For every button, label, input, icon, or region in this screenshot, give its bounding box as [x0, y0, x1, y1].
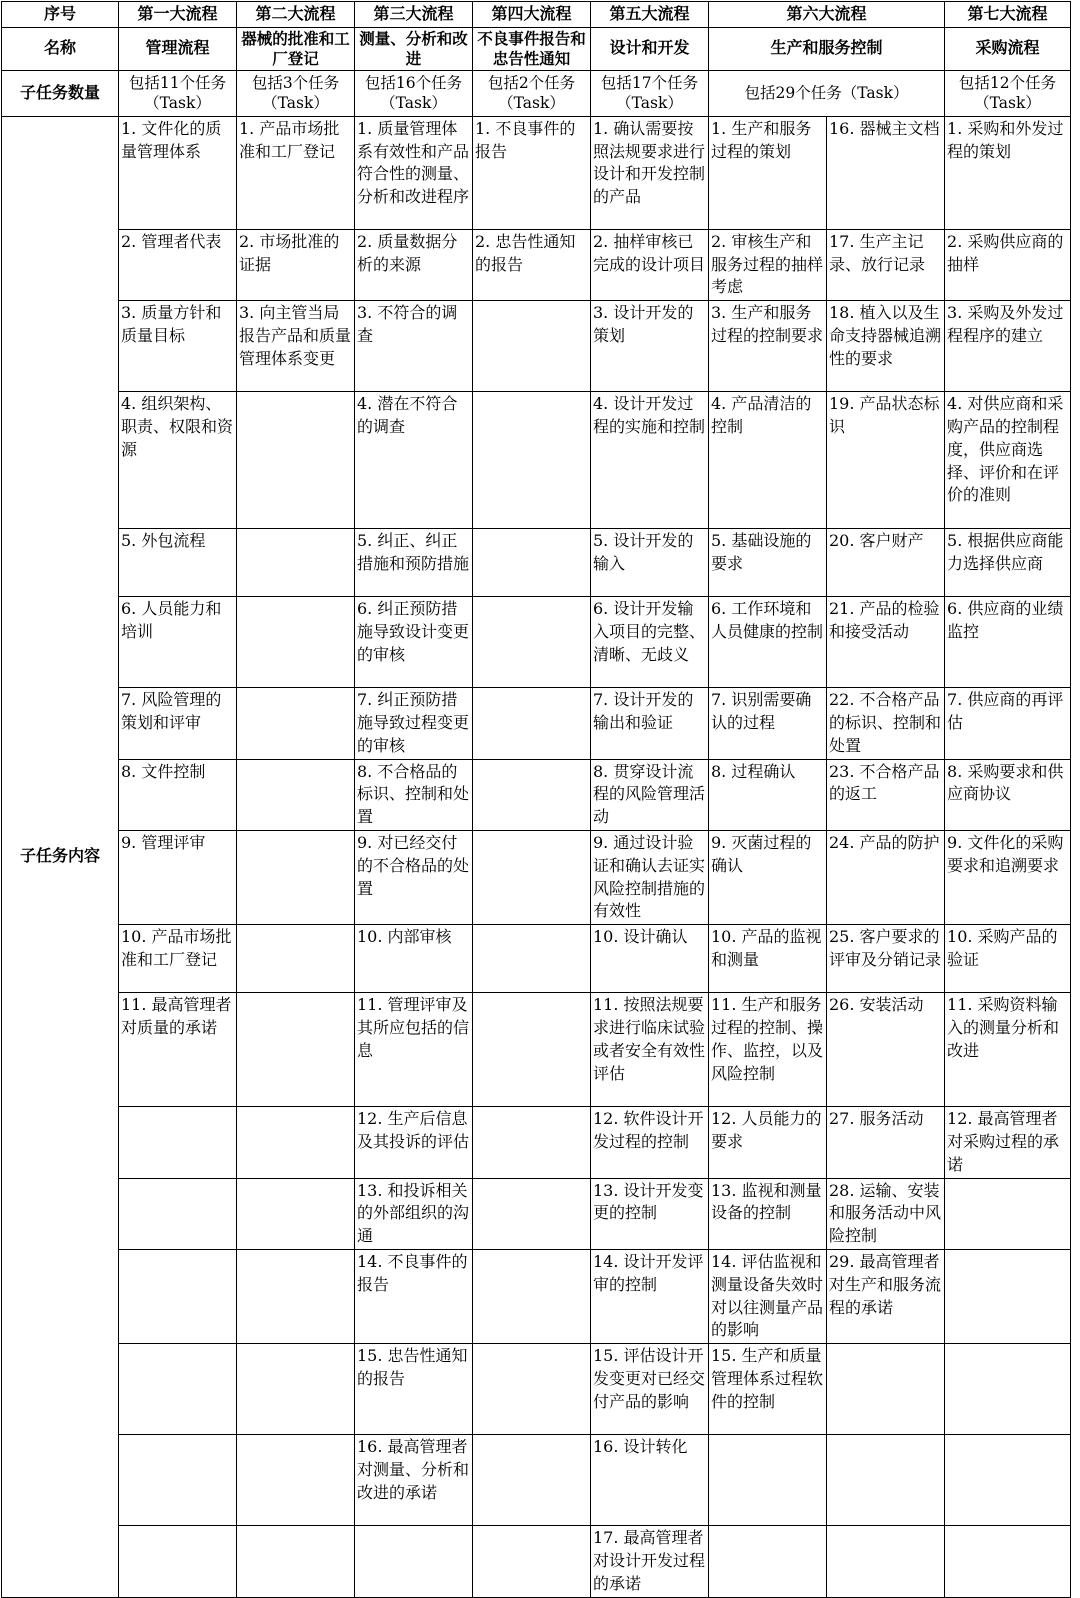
- task-cell: 26. 安装活动: [827, 993, 945, 1107]
- stage-header-6: 第六大流程: [709, 2, 945, 28]
- task-cell: 11. 按照法规要求进行临床试验或者安全有效性评估: [591, 993, 709, 1107]
- task-cell: 6. 供应商的业绩监控: [945, 597, 1071, 688]
- task-cell: 2. 质量数据分析的来源: [355, 229, 473, 300]
- task-cell: [945, 1249, 1071, 1343]
- task-cell: 10. 内部审核: [355, 925, 473, 993]
- process-name-5: 设计和开发: [591, 27, 709, 70]
- task-cell: 2. 市场批准的证据: [237, 229, 355, 300]
- task-cell: [945, 1526, 1071, 1597]
- task-cell: [237, 830, 355, 924]
- task-cell: 5. 设计开发的输入: [591, 529, 709, 597]
- task-cell: 9. 文件化的采购要求和追溯要求: [945, 830, 1071, 924]
- task-cell: 12. 人员能力的要求: [709, 1107, 827, 1178]
- task-cell: 13. 设计开发变更的控制: [591, 1178, 709, 1249]
- table-row: [2, 830, 1071, 924]
- task-count-4: 包括2个任务（Task）: [473, 70, 591, 116]
- table-row: [2, 1344, 1071, 1435]
- task-cell: 15. 生产和质量管理体系过程软件的控制: [709, 1344, 827, 1435]
- task-cell: 24. 产品的防护: [827, 830, 945, 924]
- task-cell: [237, 688, 355, 759]
- task-cell: 11. 采购资料输入的测量分析和改进: [945, 993, 1071, 1107]
- table-row: [2, 993, 1071, 1107]
- table-row: [2, 392, 1071, 529]
- task-cell: 9. 灭菌过程的确认: [709, 830, 827, 924]
- task-cell: [709, 1435, 827, 1526]
- task-cell: [473, 1178, 591, 1249]
- task-cell: 2. 抽样审核已完成的设计项目: [591, 229, 709, 300]
- task-cell: 5. 根据供应商能力选择供应商: [945, 529, 1071, 597]
- task-cell: [827, 1526, 945, 1597]
- task-cell: 1. 采购和外发过程的策划: [945, 116, 1071, 229]
- table-row: [2, 1107, 1071, 1178]
- task-cell: 3. 质量方针和质量目标: [119, 301, 237, 392]
- task-cell: [473, 1249, 591, 1343]
- task-cell: 1. 文件化的质量管理体系: [119, 116, 237, 229]
- task-cell: 4. 对供应商和采购产品的控制程度，供应商选择、评价和在评价的准则: [945, 392, 1071, 529]
- task-cell: [473, 1526, 591, 1597]
- task-cell: [709, 1526, 827, 1597]
- task-cell: 11. 最高管理者对质量的承诺: [119, 993, 237, 1107]
- count-row-label: 子任务数量: [2, 70, 119, 116]
- task-cell: [473, 759, 591, 830]
- table-row: [2, 229, 1071, 300]
- task-cell: 12. 生产后信息及其投诉的评估: [355, 1107, 473, 1178]
- task-cell: 2. 采购供应商的抽样: [945, 229, 1071, 300]
- header-row: [2, 2, 1071, 28]
- task-cell: [473, 529, 591, 597]
- task-cell: 8. 贯穿设计流程的风险管理活动: [591, 759, 709, 830]
- task-cell: 17. 生产主记录、放行记录: [827, 229, 945, 300]
- task-cell: [473, 1107, 591, 1178]
- seq-header-cell: 序号: [2, 2, 119, 28]
- table-row: [2, 759, 1071, 830]
- task-cell: [237, 1107, 355, 1178]
- table-row: [2, 1526, 1071, 1597]
- task-cell: 5. 基础设施的要求: [709, 529, 827, 597]
- table-row: [2, 529, 1071, 597]
- task-cell: [119, 1526, 237, 1597]
- task-cell: 1. 确认需要按照法规要求进行设计和开发控制的产品: [591, 116, 709, 229]
- task-cell: 7. 风险管理的策划和评审: [119, 688, 237, 759]
- task-cell: 10. 设计确认: [591, 925, 709, 993]
- task-count-3: 包括16个任务（Task）: [355, 70, 473, 116]
- task-cell: 21. 产品的检验和接受活动: [827, 597, 945, 688]
- task-cell: 6. 纠正预防措施导致设计变更的审核: [355, 597, 473, 688]
- name-row: [2, 27, 1071, 70]
- task-cell: 8. 过程确认: [709, 759, 827, 830]
- task-cell: [119, 1344, 237, 1435]
- task-cell: [945, 1435, 1071, 1526]
- task-cell: 15. 评估设计开发变更对已经交付产品的影响: [591, 1344, 709, 1435]
- count-row: [2, 70, 1071, 116]
- task-cell: 8. 采购要求和供应商协议: [945, 759, 1071, 830]
- task-cell: [237, 529, 355, 597]
- task-cell: [237, 1344, 355, 1435]
- task-cell: 3. 生产和服务过程的控制要求: [709, 301, 827, 392]
- table-row: [2, 1249, 1071, 1343]
- task-cell: [237, 1178, 355, 1249]
- stage-header-7: 第七大流程: [945, 2, 1071, 28]
- process-name-3: 测量、分析和改进: [355, 27, 473, 70]
- table-row: [2, 301, 1071, 392]
- task-cell: 11. 管理评审及其所应包括的信息: [355, 993, 473, 1107]
- task-cell: [473, 392, 591, 529]
- task-cell: [355, 1526, 473, 1597]
- task-cell: 4. 设计开发过程的实施和控制: [591, 392, 709, 529]
- task-cell: 23. 不合格产品的返工: [827, 759, 945, 830]
- process-name-1: 管理流程: [119, 27, 237, 70]
- task-cell: 20. 客户财产: [827, 529, 945, 597]
- task-cell: 6. 工作环境和人员健康的控制: [709, 597, 827, 688]
- task-count-5: 包括17个任务（Task）: [591, 70, 709, 116]
- task-cell: 9. 对已经交付的不合格品的处置: [355, 830, 473, 924]
- process-name-6: 生产和服务控制: [709, 27, 945, 70]
- process-name-7: 采购流程: [945, 27, 1071, 70]
- task-cell: [237, 993, 355, 1107]
- task-cell: [237, 1249, 355, 1343]
- task-cell: 13. 和投诉相关的外部组织的沟通: [355, 1178, 473, 1249]
- task-count-6: 包括29个任务（Task）: [709, 70, 945, 116]
- task-cell: 7. 设计开发的输出和验证: [591, 688, 709, 759]
- task-count-2: 包括3个任务（Task）: [237, 70, 355, 116]
- task-cell: 22. 不合格产品的标识、控制和处置: [827, 688, 945, 759]
- task-cell: 7. 供应商的再评估: [945, 688, 1071, 759]
- task-cell: 3. 向主管当局报告产品和质量管理体系变更: [237, 301, 355, 392]
- table-row: [2, 116, 1071, 229]
- stage-header-1: 第一大流程: [119, 2, 237, 28]
- task-cell: 4. 组织架构、职责、权限和资源: [119, 392, 237, 529]
- task-cell: 12. 最高管理者对采购过程的承诺: [945, 1107, 1071, 1178]
- task-cell: [945, 1178, 1071, 1249]
- task-cell: [473, 1435, 591, 1526]
- task-cell: 2. 忠告性通知的报告: [473, 229, 591, 300]
- task-cell: [473, 925, 591, 993]
- task-cell: 8. 文件控制: [119, 759, 237, 830]
- task-cell: 29. 最高管理者对生产和服务流程的承诺: [827, 1249, 945, 1343]
- task-cell: 10. 产品市场批准和工厂登记: [119, 925, 237, 993]
- task-cell: [119, 1249, 237, 1343]
- process-name-2: 器械的批准和工厂登记: [237, 27, 355, 70]
- table-row: [2, 1178, 1071, 1249]
- task-cell: [473, 301, 591, 392]
- task-cell: [827, 1435, 945, 1526]
- table-row: [2, 597, 1071, 688]
- task-cell: [473, 1344, 591, 1435]
- task-cell: 16. 器械主文档: [827, 116, 945, 229]
- task-cell: [473, 597, 591, 688]
- task-cell: 2. 管理者代表: [119, 229, 237, 300]
- task-cell: 17. 最高管理者对设计开发过程的承诺: [591, 1526, 709, 1597]
- task-cell: 3. 设计开发的策划: [591, 301, 709, 392]
- task-cell: 7. 识别需要确认的过程: [709, 688, 827, 759]
- task-cell: [945, 1344, 1071, 1435]
- content-row-label: 子任务内容: [2, 116, 119, 1597]
- task-cell: 10. 产品的监视和测量: [709, 925, 827, 993]
- task-cell: 14. 不良事件的报告: [355, 1249, 473, 1343]
- task-cell: 1. 不良事件的报告: [473, 116, 591, 229]
- task-cell: 1. 产品市场批准和工厂登记: [237, 116, 355, 229]
- task-cell: [473, 688, 591, 759]
- task-cell: [119, 1178, 237, 1249]
- task-cell: 3. 采购及外发过程程序的建立: [945, 301, 1071, 392]
- process-task-table: [1, 1, 1071, 1598]
- task-cell: 8. 不合格品的标识、控制和处置: [355, 759, 473, 830]
- stage-header-2: 第二大流程: [237, 2, 355, 28]
- task-cell: 6. 设计开发输入项目的完整、清晰、无歧义: [591, 597, 709, 688]
- task-cell: [119, 1435, 237, 1526]
- task-cell: 14. 评估监视和测量设备失效时对以往测量产品的影响: [709, 1249, 827, 1343]
- task-cell: [237, 759, 355, 830]
- task-count-7: 包括12个任务（Task）: [945, 70, 1071, 116]
- task-cell: 9. 通过设计验证和确认去证实风险控制措施的有效性: [591, 830, 709, 924]
- task-cell: 5. 外包流程: [119, 529, 237, 597]
- table-row: [2, 688, 1071, 759]
- task-cell: 4. 潜在不符合的调查: [355, 392, 473, 529]
- task-cell: 28. 运输、安装和服务活动中风险控制: [827, 1178, 945, 1249]
- task-cell: 2. 审核生产和服务过程的抽样考虑: [709, 229, 827, 300]
- task-cell: 5. 纠正、纠正措施和预防措施: [355, 529, 473, 597]
- table-row: [2, 925, 1071, 993]
- task-cell: 15. 忠告性通知的报告: [355, 1344, 473, 1435]
- task-cell: [237, 1435, 355, 1526]
- task-cell: 14. 设计开发评审的控制: [591, 1249, 709, 1343]
- task-cell: 4. 产品清洁的控制: [709, 392, 827, 529]
- task-count-1: 包括11个任务（Task）: [119, 70, 237, 116]
- task-cell: [473, 993, 591, 1107]
- task-cell: 12. 软件设计开发过程的控制: [591, 1107, 709, 1178]
- task-cell: [237, 597, 355, 688]
- task-cell: 10. 采购产品的验证: [945, 925, 1071, 993]
- task-cell: 11. 生产和服务过程的控制、操作、监控，以及风险控制: [709, 993, 827, 1107]
- name-row-label: 名称: [2, 27, 119, 70]
- stage-header-4: 第四大流程: [473, 2, 591, 28]
- task-cell: 6. 人员能力和培训: [119, 597, 237, 688]
- task-cell: 16. 设计转化: [591, 1435, 709, 1526]
- task-cell: 3. 不符合的调查: [355, 301, 473, 392]
- process-name-4: 不良事件报告和忠告性通知: [473, 27, 591, 70]
- task-cell: 19. 产品状态标识: [827, 392, 945, 529]
- stage-header-5: 第五大流程: [591, 2, 709, 28]
- task-cell: 16. 最高管理者对测量、分析和改进的承诺: [355, 1435, 473, 1526]
- table-row: [2, 1435, 1071, 1526]
- task-cell: 18. 植入以及生命支持器械追溯性的要求: [827, 301, 945, 392]
- task-cell: 1. 生产和服务过程的策划: [709, 116, 827, 229]
- task-cell: [237, 392, 355, 529]
- task-cell: [473, 830, 591, 924]
- task-cell: [237, 1526, 355, 1597]
- stage-header-3: 第三大流程: [355, 2, 473, 28]
- task-cell: 13. 监视和测量设备的控制: [709, 1178, 827, 1249]
- task-cell: 25. 客户要求的评审及分销记录: [827, 925, 945, 993]
- task-cell: [827, 1344, 945, 1435]
- task-cell: [119, 1107, 237, 1178]
- task-cell: 1. 质量管理体系有效性和产品符合性的测量、分析和改进程序: [355, 116, 473, 229]
- task-cell: 27. 服务活动: [827, 1107, 945, 1178]
- task-cell: [237, 925, 355, 993]
- task-cell: 7. 纠正预防措施导致过程变更的审核: [355, 688, 473, 759]
- task-cell: 9. 管理评审: [119, 830, 237, 924]
